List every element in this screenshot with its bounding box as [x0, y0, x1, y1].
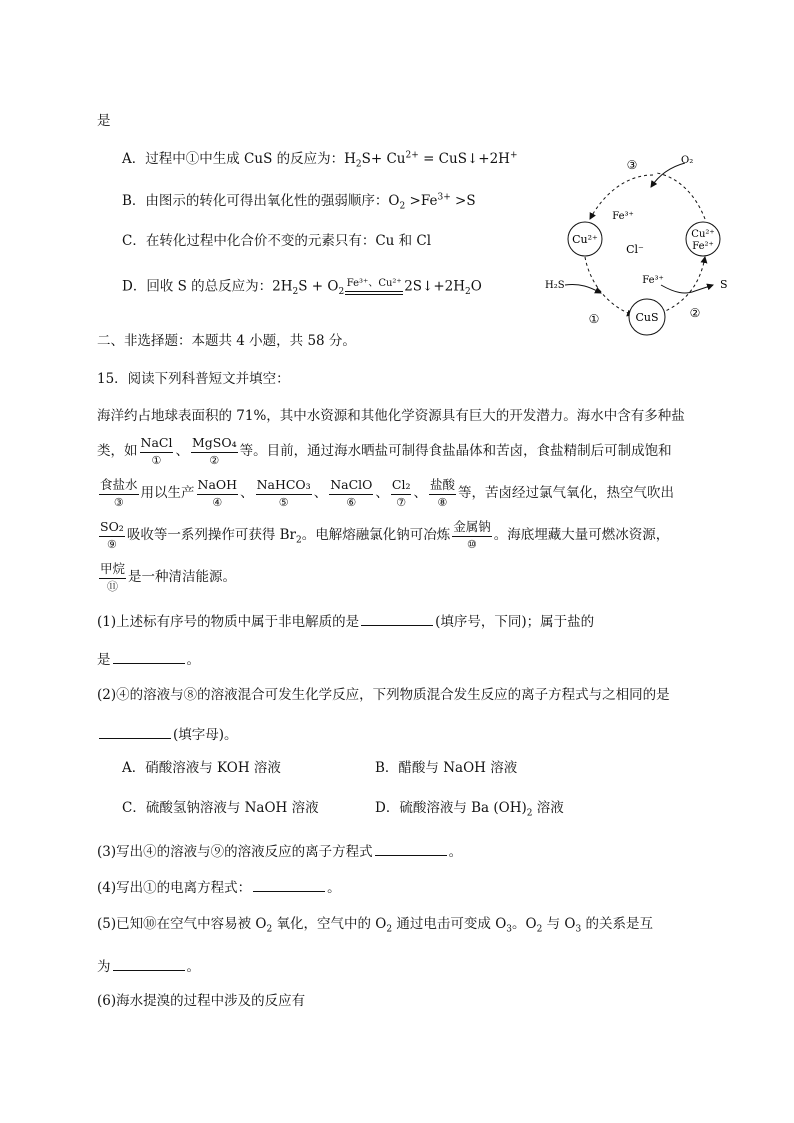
step3-label: ③: [626, 158, 638, 172]
cycle-arc-bottom-right: [661, 257, 705, 313]
subquestion-4: (4)写出①的电离方程式： 。: [97, 880, 341, 896]
answer-blank-4[interactable]: [253, 879, 325, 892]
s-label: S: [720, 278, 728, 291]
step2-label: ②: [689, 306, 701, 320]
substance-6: $\frac{\text{NaClO}}{\text{⑥}}$: [330, 477, 373, 509]
option-c: C．在转化过程中化合价不变的元素只有：Cu 和 Cl: [122, 233, 432, 249]
substance-8: $\frac{\text{盐酸}}{\text{⑧}}$: [429, 477, 455, 509]
subquestion-2-cont: (填字母)。: [97, 726, 238, 743]
choice-d: D．硫酸溶液与 Ba $(OH)_2$ 溶液: [375, 800, 564, 819]
fe3-bottom-label: Fe³⁺: [642, 275, 664, 286]
cus-label: CuS: [635, 311, 659, 324]
step1-label: ①: [588, 312, 600, 326]
passage-line-1: 海洋约占地球表面积的 71%，其中水资源和其他化学资源具有巨大的开发潜力。海水中含有多种盐: [97, 408, 685, 424]
substance-3: $\frac{\text{食盐水}}{\text{③}}$: [100, 477, 138, 509]
question-15-title: 15．阅读下列科普短文并填空：: [97, 371, 290, 387]
choice-a: A．硝酸溶液与 KOH 溶液: [122, 760, 281, 776]
answer-blank-3[interactable]: [375, 843, 447, 856]
cu-right-bot-label: Fe²⁺: [692, 241, 714, 252]
section-title: 二、非选择题：本题共 4 小题，共 58 分。: [97, 333, 356, 349]
answer-blank-1a[interactable]: [361, 613, 433, 626]
option-d: D．回收 S 的总反应为：$2H_2S + O_2$ Fe³⁺、Cu²⁺ $2S↓+2H_2O$: [122, 278, 482, 298]
answer-blank-1b[interactable]: [113, 651, 185, 664]
answer-blank-2[interactable]: [99, 726, 171, 739]
substance-1: $\frac{\text{NaCl}}{\text{①}}$: [140, 435, 173, 467]
cu-left-label: Cu²⁺: [572, 233, 598, 246]
subquestion-6: (6)海水提溴的过程中涉及的反应有: [97, 993, 306, 1009]
option-a: A．过程中①中生成 CuS 的反应为：$H_2S+ Cu^{2+}$ = CuS↓+2H+: [122, 150, 518, 170]
option-b: B．由图示的转化可得出氧化性的强弱顺序：$O_2 >Fe^{3+} >S$: [122, 192, 476, 212]
reaction-condition: Fe³⁺、Cu²⁺: [345, 279, 403, 295]
answer-blank-5[interactable]: [113, 958, 185, 971]
substance-9: $\frac{\text{SO₂}}{\text{⑨}}$: [100, 519, 124, 551]
passage-line-4: $\frac{\text{SO₂}}{\text{⑨}}$ 吸收等一系列操作可获得 $Br_2$。电解熔融氯化钠可冶炼 $\frac{\text{金属钠}}{\text{⑩}}$ 。海底埋藏大量可燃冰资源，: [100, 519, 670, 551]
subquestion-2: (2)④的溶液与⑧的溶液混合可发生化学反应，下列物质混合发生反应的离子方程式与之相同的是: [97, 687, 670, 703]
substance-10: $\frac{\text{金属钠}}{\text{⑩}}$: [453, 519, 491, 551]
subquestion-5-cont: 为 。: [97, 959, 200, 975]
fe3-top-label: Fe³⁺: [612, 211, 634, 222]
o2-label: O₂: [681, 155, 694, 166]
passage-line-5: $\frac{\text{甲烷}}{\text{⑪}}$ 是一种清洁能源。: [100, 561, 237, 593]
passage-line-3: $\frac{\text{食盐水}}{\text{③}}$ 用以生产 $\frac{\text{NaOH}}{\text{④}}$ 、 $\frac{\text{NaHCO₃}}{\text{⑤}}$ 、 $\frac{\text{NaClO}}{\text{⑥}}$ 、 $\frac{\text{Cl₂}}{\text{⑦}}$ 、 $\frac{\text{盐酸}}{\text{⑧}}$ 等，苦卤经过氯气氧化，热空气吹出: [100, 477, 674, 509]
cl-label: Cl⁻: [626, 243, 644, 256]
passage-line-2: 类，如 $\frac{\text{NaCl}}{\text{①}}$ 、 $\frac{\text{MgSO₄}}{\text{②}}$ 等。目前，通过海水晒盐可制得食盐晶体和苦卤，食盐精制后可制成饱和: [97, 435, 672, 467]
substance-7: $\frac{\text{Cl₂}}{\text{⑦}}$: [391, 477, 411, 509]
h2s-label: H₂S: [545, 280, 565, 291]
cycle-arc-right-top: [657, 173, 705, 219]
subquestion-1-cont: 是 。: [97, 652, 200, 668]
substance-2: $\frac{\text{MgSO₄}}{\text{②}}$: [191, 435, 237, 467]
intro-text: 是: [97, 113, 111, 129]
subquestion-5: (5)已知⑩在空气中容易被 $O_2$ 氧化，空气中的 $O_2$ 通过电击可变成 $O_3$。$O_2$ 与 $O_3$ 的关系是互: [97, 916, 653, 935]
s-arrow: [661, 285, 713, 293]
subquestion-3: (3)写出④的溶液与⑨的溶液反应的离子方程式 。: [97, 844, 463, 860]
subquestion-1: (1)上述标有序号的物质中属于非电解质的是 (填序号，下同)；属于盐的: [97, 614, 595, 630]
substance-5: $\frac{\text{NaHCO₃}}{\text{⑤}}$: [256, 477, 311, 509]
h2s-arrow: [565, 284, 601, 293]
substance-4: $\frac{\text{NaOH}}{\text{④}}$: [197, 477, 238, 509]
choice-b: B．醋酸与 NaOH 溶液: [375, 760, 518, 776]
substance-11: $\frac{\text{甲烷}}{\text{⑪}}$: [100, 561, 126, 593]
reaction-cycle-diagram: [535, 145, 750, 345]
choice-c: C．硫酸氢钠溶液与 NaOH 溶液: [122, 800, 319, 816]
cycle-arc-left-bottom: [585, 257, 633, 315]
cu-right-top-label: Cu²⁺: [691, 229, 715, 240]
